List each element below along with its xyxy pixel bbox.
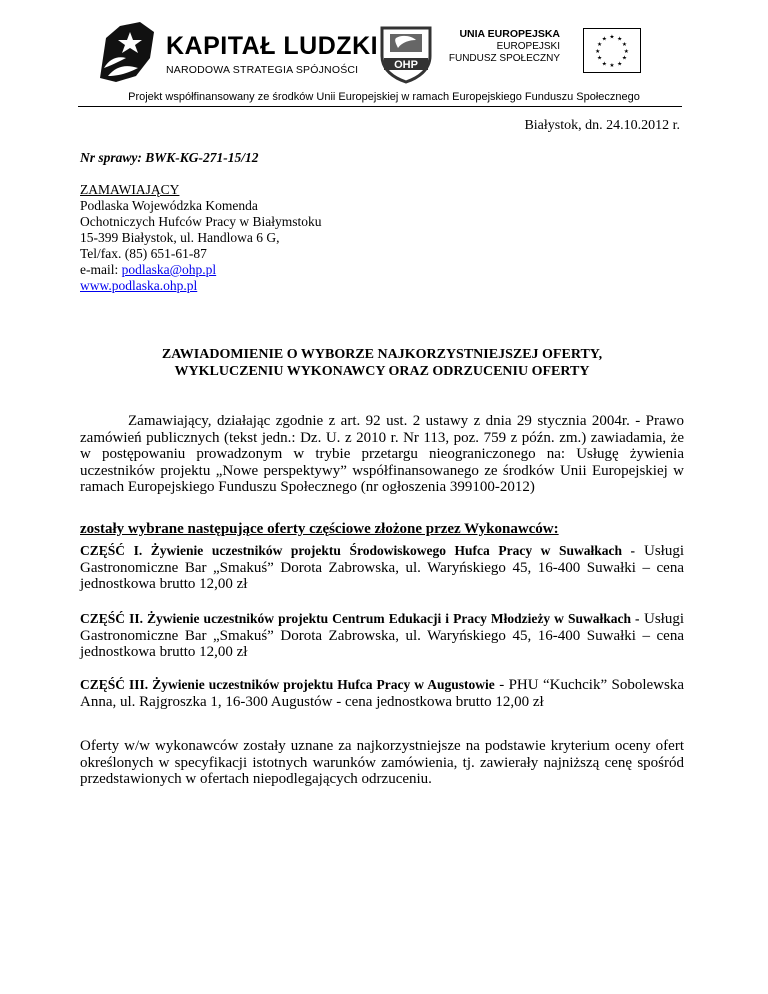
eu-line-3: FUNDUSZ SPOŁECZNY <box>448 53 560 64</box>
case-number: Nr sprawy: BWK-KG-271-15/12 <box>80 150 259 165</box>
svg-text:★: ★ <box>621 55 627 62</box>
kapital-ludzki-subtitle: NARODOWA STRATEGIA SPÓJNOŚCI <box>166 64 359 76</box>
svg-text:★: ★ <box>609 63 615 70</box>
part-1-label: CZĘŚĆ I. Żywienie uczestników projektu Środowiskowego Hufca Pracy w Suwałkach - <box>80 543 636 558</box>
eu-text <box>449 28 560 66</box>
eu-logo <box>448 28 660 76</box>
svg-text:★: ★ <box>597 55 603 62</box>
part-2 <box>80 611 684 661</box>
buyer-label: ZAMAWIAJĄCY <box>80 182 180 197</box>
document-date: Białystok, dn. 24.10.2012 r. <box>524 118 680 133</box>
email-link[interactable]: podlaska@ohp.pl <box>121 262 217 277</box>
email-prefix: e-mail: <box>80 262 122 277</box>
title-line-1: ZAWIADOMIENIE O WYBORZE NAJKORZYSTNIEJSZEJ OFERTY, <box>161 347 603 362</box>
cofinance-note: Projekt współfinansowany ze środków Unii Europejskiej w ramach Europejskiego Funduszu Społecznego <box>128 91 640 103</box>
buyer-line: 15-399 Białystok, ul. Handlowa 6 G, <box>80 230 280 245</box>
kapital-ludzki-title: KAPITAŁ LUDZKI <box>166 32 379 60</box>
svg-text:★: ★ <box>621 42 627 49</box>
svg-text:★: ★ <box>617 61 623 68</box>
ohp-logo <box>376 22 436 84</box>
chosen-offers-heading: zostały wybrane następujące oferty częściowe złożone przez Wykonawców: <box>80 521 559 537</box>
buyer-email-line <box>80 262 321 278</box>
part-3-text: - PHU “Kuchcik” Sobolewska Anna, ul. Rajgroszka 1, 16-300 Augustów - cena jednostkowa brutto 12,00 zł <box>80 677 685 710</box>
part-2-text: Usługi Gastronomiczne Bar „Smakuś” Dorota Zabrowska, ul. Waryńskiego 45, 16-400 Suwałki – cena jednostkowa brutto 12,00 zł <box>80 611 685 661</box>
eu-line-2: EUROPEJSKI <box>496 40 560 52</box>
conclusion-paragraph: Oferty w/w wykonawców zostały uznane za najkorzystniejsze na podstawie kryterium oceny ofert określonych w specyfikacji istotnych warunków zamówienia, tj. zawierały najniższą cenę spośród przedstawionych w ofertach niepodlegających odrzuceniu. <box>80 738 684 788</box>
svg-text:★: ★ <box>601 61 607 68</box>
intro-paragraph: Zamawiający, działając zgodnie z art. 92 ust. 2 ustawy z dnia 29 stycznia 2004r. - Prawo zamówień publicznych (tekst jedn.: Dz. U. z 2010 r. Nr 113, poz. 759 z późn. zm.) zawiadamia, że w postępowaniu prowadzonym w trybie przetargu nieograniczonego na: Usługę żywienia uczestników projektu „Nowe perspektywy” współfinansowanego ze środków Unii Europejskiej w ramach Europejskiego Funduszu Społecznego (nr ogłoszenia 399100-2012) <box>80 413 684 496</box>
buyer-line: Tel/fax. (85) 651-61-87 <box>80 246 207 261</box>
part-2-label: CZĘŚĆ II. Żywienie uczestników projektu Centrum Edukacji i Pracy Młodzieży w Suwałkach - <box>80 611 640 626</box>
ohp-logo-text: OHP <box>394 59 418 71</box>
eu-line-1: UNIA EUROPEJSKA <box>459 28 560 40</box>
svg-text:★: ★ <box>597 42 603 49</box>
kapital-ludzki-logo <box>96 18 379 86</box>
title-line-2: WYKLUCZENIU WYKONAWCY ORAZ ODRZUCENIU OFERTY <box>174 364 590 379</box>
document-title <box>80 346 684 380</box>
buyer-block <box>80 182 321 294</box>
kapital-ludzki-emblem-icon <box>96 18 158 84</box>
part-3 <box>80 677 684 710</box>
svg-text:★: ★ <box>617 36 623 43</box>
buyer-line: Podlaska Wojewódzka Komenda <box>80 198 258 213</box>
svg-text:★: ★ <box>595 48 601 55</box>
svg-text:★: ★ <box>623 48 629 55</box>
header-divider <box>78 106 682 107</box>
eu-flag-icon <box>583 28 641 73</box>
part-1-text: Usługi Gastronomiczne Bar „Smakuś” Dorota Zabrowska, ul. Waryńskiego 45, 16-400 Suwałki – cena jednostkowa brutto 12,00 zł <box>80 543 684 593</box>
website-link[interactable]: www.podlaska.ohp.pl <box>80 278 198 293</box>
svg-text:★: ★ <box>609 34 615 41</box>
buyer-line: Ochotniczych Hufców Pracy w Białymstoku <box>80 214 322 229</box>
svg-text:★: ★ <box>601 36 607 43</box>
part-3-label: CZĘŚĆ III. Żywienie uczestników projektu Hufca Pracy w Augustowie <box>80 677 495 692</box>
part-1 <box>80 543 684 593</box>
